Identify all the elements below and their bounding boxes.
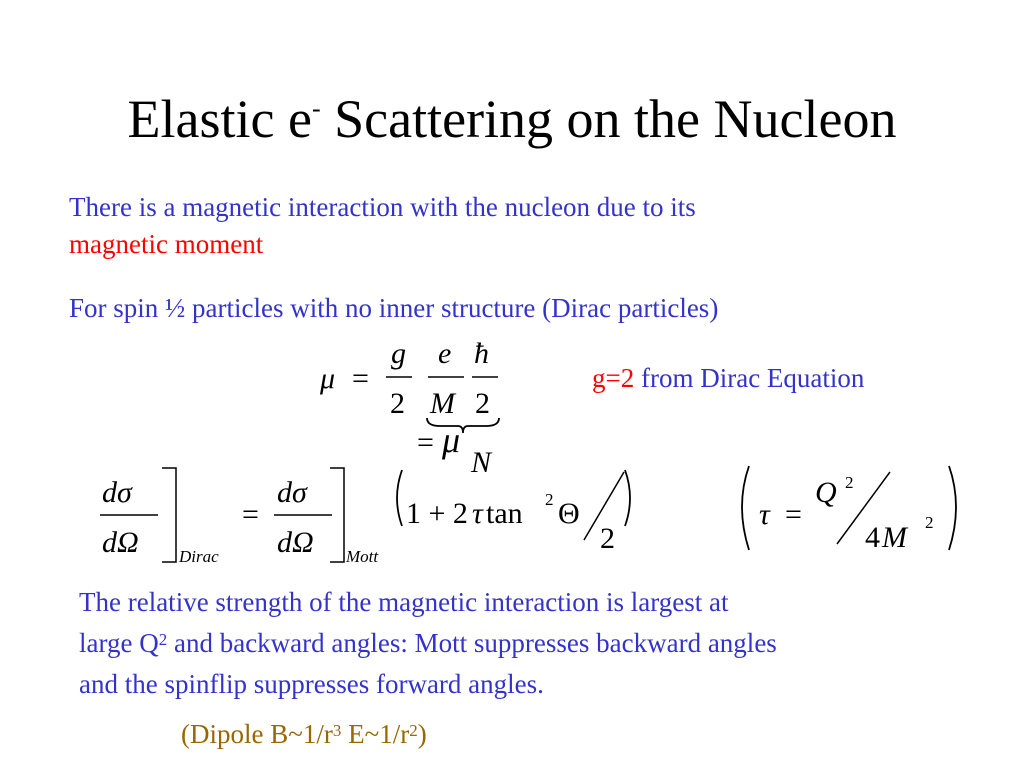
eq3-equals: = [785,498,802,531]
eq1-e: e [438,337,452,370]
eq2-sub-dirac: Dirac [179,547,219,566]
dirac-cross-section-equation [90,460,650,575]
eq3-Q: Q [815,476,837,509]
highlight-magnetic-moment: magnetic moment [69,229,264,259]
eq3-paren-right [949,466,956,550]
eq1-equals-2: = [417,426,434,459]
paragraph-line: and the spinflip suppresses forward angles. [79,669,544,699]
eq1-two-a: 2 [390,387,405,420]
eq2-tan: tan [486,497,523,530]
eq1-equals: = [352,362,369,395]
magnetic-moment-equation [300,330,540,480]
eq2-equals: = [242,498,259,531]
eq1-underbrace [427,418,499,433]
eq2-two: 2 [600,522,615,555]
eq1-hbar: ħ [474,337,489,370]
eq1-muN-mu: μ [442,420,461,460]
eq2-dsigma: dσ [102,476,132,509]
dipole-note: (Dipole $B\sim 1/r^3$ $E\sim 1/r^2$) [181,719,427,749]
eq2-sub-mott: Mott [346,547,379,566]
eq1-mu: μ [320,362,336,395]
eq3-four: 4 [865,521,880,554]
eq2-sq: 2 [545,490,554,509]
paragraph-magnetic-interaction [69,189,696,263]
eq2-bracket-left [162,468,176,562]
eq3-M: M [882,521,907,554]
paragraph-relative-strength [79,582,777,705]
eq3-tau: τ [759,498,770,531]
eq1-M: M [430,387,455,420]
eq3-Msq: 2 [925,513,934,532]
eq2-paren-left [397,470,402,526]
paragraph-spin-half: For spin ½ particles with no inner structure (Dirac particles) [69,293,719,323]
eq2-bracket-right [330,468,344,562]
slide-title: Elastic e- Scattering on the Nucleon [127,89,897,149]
eq2-tau: τ [472,497,483,530]
eq1-two-b: 2 [475,387,490,420]
eq2-theta: Θ [558,497,580,530]
eq2-paren-right [625,470,630,526]
paragraph-line: large $Q^2$ and backward angles: Mott suppresses backward angles [79,628,777,658]
eq2-dOmega2: dΩ [277,526,314,559]
eq2-dsigma2: dσ [277,476,307,509]
eq3-Qsq: 2 [845,473,854,492]
eq1-muN-N: N [471,446,492,479]
eq1-g: g [391,337,406,370]
dirac-g-note: g=2 from Dirac Equation [592,363,865,393]
eq3-paren-left [742,466,749,550]
paragraph-line: The relative strength of the magnetic interaction is largest at [79,587,729,617]
paragraph-line: There is a magnetic interaction with the nucleon due to its [69,192,696,222]
eq2-dOmega: dΩ [102,526,139,559]
eq2-one-plus: 1 + 2 [406,497,468,530]
tau-definition-equation [735,462,965,562]
